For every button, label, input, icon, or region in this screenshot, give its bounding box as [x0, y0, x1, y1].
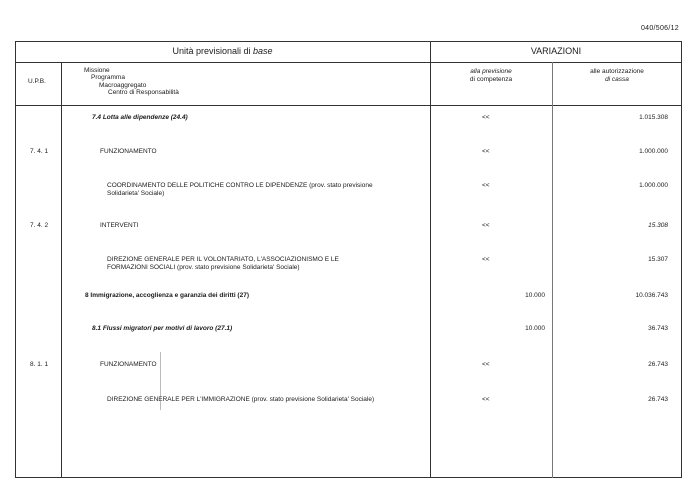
- cassa-header-line1: alle autorizzazione: [590, 68, 644, 75]
- row-cassa: 36.743: [648, 325, 668, 332]
- row-desc-line2: Solidarieta' Sociale): [107, 190, 165, 197]
- upb-column-divider: [61, 62, 62, 478]
- hierarchy-missione: Missione: [84, 67, 110, 74]
- row-cassa: 10.036.743: [635, 292, 668, 299]
- row-cassa: 26.743: [648, 396, 668, 403]
- header-bottom-divider: [15, 105, 682, 106]
- row-upb: 8. 1. 1: [30, 361, 49, 368]
- competenza-header-line2: di competenza: [469, 76, 513, 83]
- row-competenza: <<: [482, 256, 490, 263]
- header-divider: [15, 62, 682, 63]
- scan-artifact-line: [160, 352, 161, 410]
- hierarchy-macroaggregato: Macroaggregato: [99, 82, 147, 89]
- row-competenza: <<: [482, 182, 490, 189]
- row-desc: FUNZIONAMENTO: [100, 361, 157, 368]
- cassa-header: [552, 68, 682, 84]
- competenza-header-line1: alla previsione: [470, 68, 512, 75]
- row-cassa: 15.307: [648, 256, 668, 263]
- row-upb: 7. 4. 1: [30, 148, 49, 155]
- row-competenza: <<: [482, 396, 490, 403]
- upb-header: U.P.B.: [28, 78, 46, 85]
- row-competenza: <<: [482, 222, 490, 229]
- row-desc: 7.4 Lotta alle dipendenze (24.4): [92, 114, 188, 121]
- row-competenza: 10.000: [525, 292, 545, 299]
- row-desc: DIREZIONE GENERALE PER L'IMMIGRAZIONE (prov. stato previsione Solidarieta' Sociale): [107, 396, 375, 403]
- cassa-column-divider: [552, 62, 553, 478]
- unita-title-text: Unità previsionali di: [172, 46, 253, 56]
- page-code: 040/506/12: [640, 25, 679, 32]
- row-desc: 8.1 Flussi migratori per motivi di lavoro (27.1): [92, 325, 233, 332]
- competenza-header: [430, 68, 552, 84]
- row-upb: 7. 4. 2: [30, 222, 49, 229]
- row-desc: COORDINAMENTO DELLE POLITICHE CONTRO LE DIPENDENZE (prov. stato previsione: [107, 182, 373, 189]
- variazioni-column-divider: [430, 41, 431, 478]
- unita-title: [15, 46, 430, 56]
- row-cassa: 1.000.000: [639, 148, 668, 155]
- cassa-header-line2: di cassa: [605, 76, 629, 83]
- row-desc: INTERVENTI: [100, 222, 139, 229]
- row-cassa: 1.000.000: [639, 182, 668, 189]
- row-cassa: 26.743: [648, 361, 668, 368]
- row-competenza: 10.000: [525, 325, 545, 332]
- row-desc: 8 Immigrazione, accoglienza e garanzia dei diritti (27): [85, 292, 249, 299]
- row-desc-line2: FORMAZIONI SOCIALI (prov. stato previsione Solidarieta' Sociale): [107, 264, 300, 271]
- unita-title-italic: base: [253, 46, 273, 56]
- row-cassa: 1.015.308: [639, 114, 668, 121]
- variazioni-title: VARIAZIONI: [530, 46, 582, 56]
- row-desc: FUNZIONAMENTO: [100, 148, 157, 155]
- hierarchy-centro: Centro di Responsabilità: [108, 89, 179, 96]
- row-cassa: 15.308: [648, 222, 668, 229]
- row-competenza: <<: [482, 361, 490, 368]
- row-competenza: <<: [482, 114, 490, 121]
- hierarchy-programma: Programma: [91, 74, 125, 81]
- row-desc: DIREZIONE GENERALE PER IL VOLONTARIATO, L'ASSOCIAZIONISMO E LE: [107, 256, 339, 263]
- row-competenza: <<: [482, 148, 490, 155]
